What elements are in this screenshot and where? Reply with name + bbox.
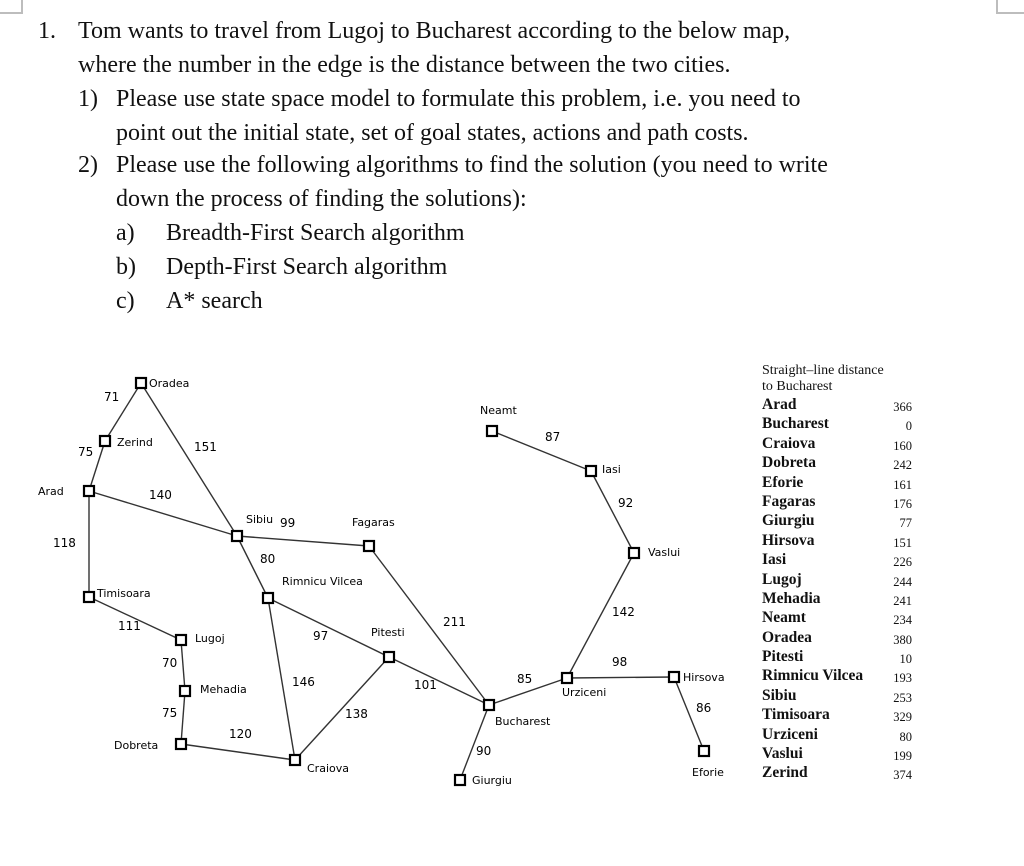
table-row xyxy=(762,725,912,744)
table-distance-value: 160 xyxy=(893,438,912,453)
city-node-fagaras xyxy=(364,541,374,551)
road-lugoj-mehadia xyxy=(181,640,185,691)
table-distance-value: 234 xyxy=(893,613,912,628)
road-urziceni-hirsova xyxy=(567,677,674,678)
table-row xyxy=(762,666,912,685)
table-distance-value: 366 xyxy=(893,400,912,414)
part-2-marker: 2) xyxy=(78,152,98,178)
city-node-bucharest xyxy=(484,700,494,710)
city-label-urziceni: Urziceni xyxy=(562,686,607,699)
table-distance-value: 241 xyxy=(893,593,912,608)
city-label-oradea: Oradea xyxy=(149,377,190,390)
city-node-vaslui xyxy=(629,548,639,558)
city-node-pitesti xyxy=(384,652,394,662)
table-row xyxy=(762,589,912,608)
table-distance-value: 199 xyxy=(893,749,912,764)
distance-label-vaslui-iasi: 92 xyxy=(618,496,634,510)
distance-label-pitesti-bucharest: 101 xyxy=(414,678,437,692)
road-iasi-neamt xyxy=(492,431,591,471)
city-node-urziceni xyxy=(562,673,572,683)
table-city-name: Mehadia xyxy=(762,589,821,607)
distance-label-urziceni-hirsova: 98 xyxy=(612,655,628,669)
city-node-zerind xyxy=(100,436,110,446)
table-city-name: Iasi xyxy=(762,551,787,569)
algorithm-b-marker: b) xyxy=(116,254,136,280)
city-node-hirsova xyxy=(669,672,679,682)
distance-label-rimnicu-pitesti: 97 xyxy=(313,629,329,643)
table-city-name: Lugoj xyxy=(762,570,802,588)
table-row xyxy=(762,647,912,666)
distance-label-timisoara-lugoj: 111 xyxy=(118,619,141,633)
city-label-iasi: Iasi xyxy=(602,463,621,476)
road-sibiu-rimnicu xyxy=(237,536,268,598)
distance-label-hirsova-eforie: 86 xyxy=(696,701,712,715)
table-row xyxy=(762,492,912,511)
city-node-arad xyxy=(84,486,94,496)
city-node-eforie xyxy=(699,746,709,756)
city-node-iasi xyxy=(586,466,596,476)
table-row xyxy=(762,453,912,472)
table-city-name: Dobreta xyxy=(762,454,816,472)
table-row xyxy=(762,395,912,414)
distance-label-lugoj-mehadia: 70 xyxy=(162,656,178,670)
city-label-giurgiu: Giurgiu xyxy=(472,774,512,787)
table-city-name: Pitesti xyxy=(762,648,804,666)
table-distance-value: 151 xyxy=(893,535,912,550)
distance-label-sibiu-rimnicu: 80 xyxy=(260,552,276,566)
table-row xyxy=(762,570,912,589)
table-row xyxy=(762,550,912,569)
table-distance-value: 0 xyxy=(905,419,912,434)
road-oradea-sibiu xyxy=(141,383,237,536)
distance-label-dobreta-craiova: 120 xyxy=(229,727,252,741)
question-line-2: where the number in the edge is the distance between the two cities. xyxy=(78,52,731,78)
city-label-hirsova: Hirsova xyxy=(683,671,725,684)
algorithm-a-label: Breadth-First Search algorithm xyxy=(166,220,465,246)
part-1-line-1: Please use state space model to formulate this problem, i.e. you need to xyxy=(116,86,801,112)
table-row xyxy=(762,511,912,530)
table-distance-value: 374 xyxy=(893,768,912,783)
distance-label-oradea-zerind: 71 xyxy=(104,390,120,404)
city-label-sibiu: Sibiu xyxy=(246,513,274,526)
city-label-bucharest: Bucharest xyxy=(495,715,551,728)
table-city-name: Arad xyxy=(762,396,797,413)
table-row xyxy=(762,608,912,627)
table-row xyxy=(762,628,912,647)
table-city-name: Craiova xyxy=(762,434,816,452)
table-row xyxy=(762,414,912,433)
table-city-name: Giurgiu xyxy=(762,512,815,530)
distance-label-sibiu-fagaras: 99 xyxy=(280,516,296,530)
distance-label-craiova-pitesti: 138 xyxy=(345,707,368,721)
city-node-neamt xyxy=(487,426,497,436)
table-row xyxy=(762,434,912,453)
table-row xyxy=(762,763,912,782)
table-city-name: Sibiu xyxy=(762,686,797,704)
algorithm-b-label: Depth-First Search algorithm xyxy=(166,254,448,280)
table-city-name: Zerind xyxy=(762,764,808,782)
city-node-rimnicu xyxy=(263,593,273,603)
table-city-name: Hirsova xyxy=(762,531,815,549)
algorithm-c-marker: c) xyxy=(116,288,135,314)
table-title-line-2: to Bucharest xyxy=(762,379,833,394)
table-distance-value: 80 xyxy=(899,729,912,744)
road-rimnicu-craiova xyxy=(268,598,295,760)
table-distance-value: 380 xyxy=(893,632,912,647)
table-distance-value: 329 xyxy=(893,710,912,725)
road-craiova-pitesti xyxy=(295,657,389,760)
table-row xyxy=(762,531,912,550)
distance-label-iasi-neamt: 87 xyxy=(545,430,561,444)
city-node-oradea xyxy=(136,378,146,388)
distance-label-bucharest-urziceni: 85 xyxy=(517,672,533,686)
city-node-dobreta xyxy=(176,739,186,749)
distance-label-mehadia-dobreta: 75 xyxy=(162,706,178,720)
road-pitesti-bucharest xyxy=(389,657,489,705)
table-city-name: Eforie xyxy=(762,473,804,491)
road-sibiu-fagaras xyxy=(237,536,369,546)
table-city-name: Bucharest xyxy=(762,415,829,433)
distance-label-urziceni-vaslui: 142 xyxy=(612,605,635,619)
city-label-lugoj: Lugoj xyxy=(195,632,225,645)
city-label-fagaras: Fagaras xyxy=(352,516,395,529)
algorithm-a-marker: a) xyxy=(116,220,135,246)
city-node-timisoara xyxy=(84,592,94,602)
part-2-line-1: Please use the following algorithms to find the solution (you need to write xyxy=(116,152,828,178)
road-dobreta-craiova xyxy=(181,744,295,760)
city-label-timisoara: Timisoara xyxy=(97,587,151,600)
city-label-pitesti: Pitesti xyxy=(371,626,405,639)
city-label-zerind: Zerind xyxy=(117,436,153,449)
table-distance-value: 253 xyxy=(893,690,912,705)
city-label-vaslui: Vaslui xyxy=(648,546,681,559)
table-city-name: Neamt xyxy=(762,609,806,627)
table-city-name: Fagaras xyxy=(762,492,816,510)
city-label-eforie: Eforie xyxy=(692,766,724,779)
road-mehadia-dobreta xyxy=(181,691,185,744)
city-label-mehadia: Mehadia xyxy=(200,683,247,696)
table-city-name: Rimnicu Vilcea xyxy=(762,667,864,685)
table-distance-value: 226 xyxy=(893,555,912,570)
part-2-line-2: down the process of finding the solutions): xyxy=(116,186,527,212)
table-row xyxy=(762,744,912,763)
distance-label-arad-timisoara: 118 xyxy=(53,536,76,550)
part-1-line-2: point out the initial state, set of goal states, actions and path costs. xyxy=(116,120,749,146)
distance-label-fagaras-bucharest: 211 xyxy=(443,615,466,629)
table-city-name: Timisoara xyxy=(762,706,830,724)
distance-label-arad-sibiu: 140 xyxy=(149,488,172,502)
table-distance-value: 161 xyxy=(893,477,912,492)
city-label-craiova: Craiova xyxy=(307,762,349,775)
part-1-marker: 1) xyxy=(78,86,98,112)
distance-label-zerind-arad: 75 xyxy=(78,445,94,459)
city-node-sibiu xyxy=(232,531,242,541)
question-number: 1. xyxy=(38,18,56,44)
road-vaslui-iasi xyxy=(591,471,634,553)
table-row xyxy=(762,686,912,705)
table-city-name: Vaslui xyxy=(762,745,803,763)
city-node-giurgiu xyxy=(455,775,465,785)
table-distance-value: 10 xyxy=(899,652,912,667)
city-label-rimnicu: Rimnicu Vilcea xyxy=(282,575,363,588)
city-node-lugoj xyxy=(176,635,186,645)
distance-label-bucharest-giurgiu: 90 xyxy=(476,744,492,758)
table-distance-value: 242 xyxy=(893,458,912,473)
question-line-1: Tom wants to travel from Lugoj to Bucharest according to the below map, xyxy=(78,18,791,44)
table-city-name: Oradea xyxy=(762,628,812,646)
algorithm-c-label: A* search xyxy=(166,288,263,314)
distance-label-rimnicu-craiova: 146 xyxy=(292,675,315,689)
table-row xyxy=(762,705,912,724)
table-city-name: Urziceni xyxy=(762,725,818,743)
table-distance-value: 77 xyxy=(899,516,912,531)
city-label-arad: Arad xyxy=(38,485,64,498)
city-node-craiova xyxy=(290,755,300,765)
table-row xyxy=(762,473,912,492)
table-title-line-1: Straight–line distance xyxy=(762,363,884,378)
table-distance-value: 176 xyxy=(893,496,912,511)
straight-line-distance-table xyxy=(762,363,912,783)
road-bucharest-giurgiu xyxy=(460,705,492,780)
city-node-mehadia xyxy=(180,686,190,696)
table-distance-value: 244 xyxy=(893,574,912,589)
table-distance-value: 193 xyxy=(893,671,912,686)
city-label-dobreta: Dobreta xyxy=(114,739,159,752)
distance-label-oradea-sibiu: 151 xyxy=(194,440,217,454)
city-label-neamt: Neamt xyxy=(480,404,517,417)
